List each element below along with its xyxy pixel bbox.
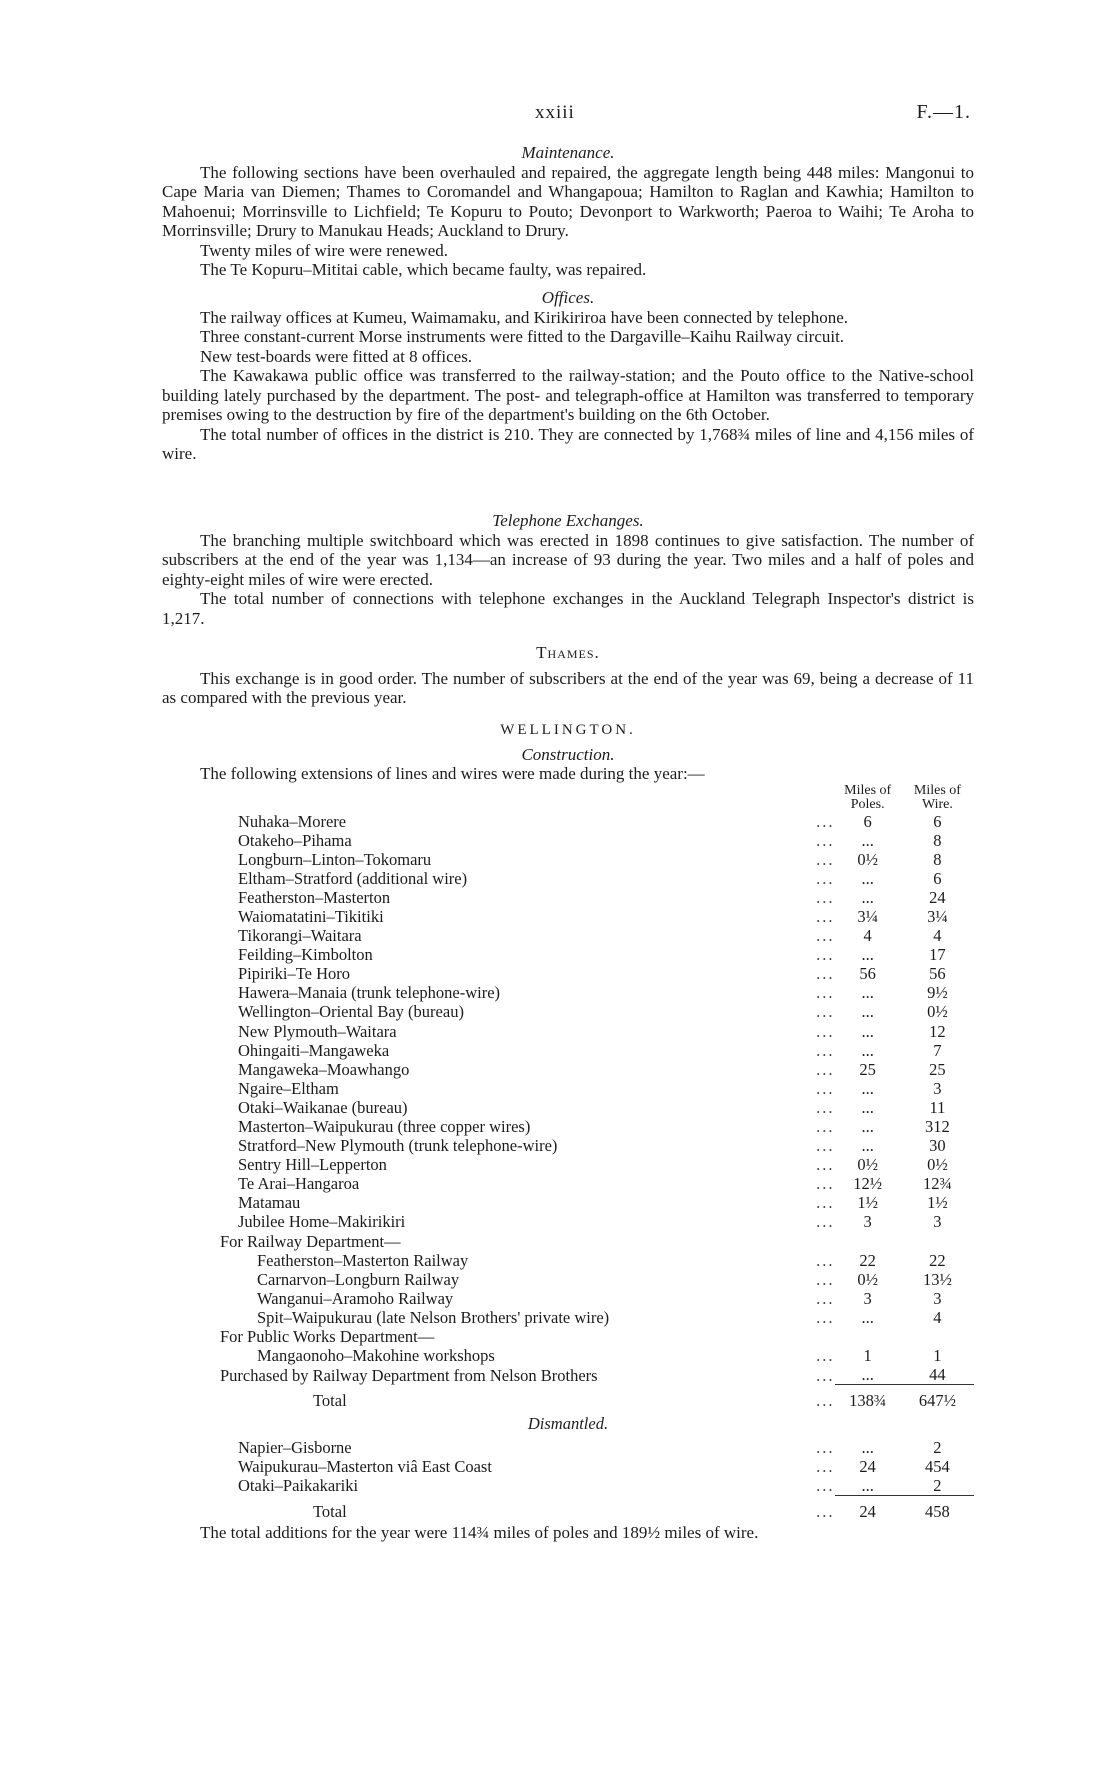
row-wire: 0½ [927, 1155, 948, 1175]
column-header-wire: Miles of Wire. [913, 782, 961, 812]
row-name: Spit–Waipukurau (late Nelson Brothers' private wire) [257, 1307, 610, 1327]
table-row [162, 1022, 974, 1041]
row-poles: ... [861, 1307, 874, 1327]
total-row [162, 1495, 974, 1521]
row-leader: ... [816, 830, 835, 850]
total-poles: 138¾ [835, 1385, 901, 1411]
table-row [162, 1098, 974, 1117]
row-poles: 6 [863, 811, 872, 831]
table-row [162, 1457, 974, 1476]
group-heading-row [162, 1327, 974, 1346]
row-name: Waiomatatini–Tikitiki [238, 906, 384, 926]
row-wire: 3 [933, 1212, 942, 1232]
row-name: Otakeho–Pihama [238, 830, 352, 850]
row-name: Otaki–Paikakariki [238, 1476, 359, 1496]
row-leader: ... [816, 983, 835, 1003]
row-wire: 9½ [927, 983, 948, 1003]
row-poles: ... [861, 1040, 874, 1060]
row-wire: 25 [929, 1059, 946, 1079]
row-wire: 11 [929, 1097, 946, 1117]
row-poles: 0½ [857, 849, 878, 869]
row-name: Mangaonoho–Makohine workshops [257, 1346, 495, 1366]
row-leader: ... [816, 926, 835, 946]
maintenance-section [162, 143, 974, 280]
closing-paragraph: The total additions for the year were 114¾ miles of poles and 189½ miles of wire. [200, 1522, 759, 1542]
row-poles: ... [861, 983, 874, 1003]
row-leader: ... [816, 964, 835, 984]
row-leader: ... [816, 1174, 835, 1194]
table-row [162, 1308, 974, 1327]
offices-section [162, 288, 974, 464]
row-wire: 8 [933, 849, 942, 869]
row-leader: ... [816, 1501, 835, 1521]
row-name: Mangaweka–Moawhango [238, 1059, 410, 1079]
table-row [162, 945, 974, 964]
public-works-group [162, 1327, 974, 1346]
table-row [162, 964, 974, 983]
row-wire: 7 [933, 1040, 942, 1060]
row-name: Waipukurau–Masterton viâ East Coast [238, 1456, 492, 1476]
telephone-exchanges-section [162, 511, 974, 628]
row-name: New Plymouth–Waitara [238, 1021, 397, 1041]
table-row [162, 831, 974, 850]
total-label: Total [313, 1391, 347, 1411]
construction-heading: Construction. [521, 744, 615, 764]
table-row [162, 1438, 974, 1457]
total-row [162, 1385, 974, 1411]
table-row [162, 1365, 974, 1385]
column-header-poles: Miles of Poles. [844, 782, 892, 812]
row-poles: 0½ [857, 1269, 878, 1289]
row-leader: ... [816, 1212, 835, 1232]
row-leader: ... [816, 849, 835, 869]
table-header-row [162, 784, 974, 812]
dismantled-rows [162, 1438, 974, 1496]
row-poles: ... [861, 1365, 874, 1385]
row-leader: ... [816, 1437, 835, 1457]
maintenance-paragraph: The Te Kopuru–Mititai cable, which became faulty, was repaired. [200, 260, 647, 279]
row-name: Wellington–Oriental Bay (bureau) [238, 1002, 464, 1022]
row-wire: 12¾ [922, 1174, 952, 1194]
row-leader: ... [816, 1021, 835, 1041]
thames-heading: Thames. [536, 643, 600, 662]
offices-paragraph: New test-boards were fitted at 8 offices. [200, 346, 473, 366]
row-name: Tikorangi–Waitara [238, 926, 362, 946]
row-poles: 25 [859, 1059, 876, 1079]
row-poles: 4 [863, 926, 872, 946]
row-wire: 1 [933, 1346, 942, 1366]
table-row [162, 983, 974, 1002]
thames-section [162, 643, 974, 708]
row-wire: 22 [929, 1250, 946, 1270]
row-name: Ngaire–Eltham [238, 1078, 339, 1098]
row-leader: ... [816, 1193, 835, 1213]
row-poles: 56 [859, 964, 876, 984]
telephone-exchanges-heading: Telephone Exchanges. [492, 511, 644, 530]
table-row [162, 1251, 974, 1270]
row-wire: 12 [929, 1021, 946, 1041]
row-poles: 3 [863, 1212, 872, 1232]
offices-paragraph: Three constant-current Morse instruments were fitted to the Dargaville–Kaihu Railway circuit. [200, 327, 845, 346]
table-row [162, 1136, 974, 1155]
page-header [0, 103, 1114, 127]
dismantled-total-group [162, 1495, 974, 1521]
row-leader: ... [816, 1002, 835, 1022]
row-poles: ... [861, 868, 874, 888]
row-wire: 2 [933, 1437, 942, 1457]
page-number: xxiii [535, 102, 575, 123]
row-poles: ... [861, 1117, 874, 1136]
row-poles: ... [861, 1437, 874, 1457]
row-wire: 2 [933, 1475, 942, 1495]
wellington-section [162, 721, 974, 1542]
row-name: Featherston–Masterton Railway [257, 1250, 469, 1270]
table-row [162, 888, 974, 907]
row-poles: ... [861, 1136, 874, 1156]
row-leader: ... [816, 1307, 835, 1327]
row-poles: 24 [859, 1456, 876, 1476]
railway-heading: For Railway Department— [220, 1231, 401, 1251]
row-poles: ... [861, 1078, 874, 1098]
offices-heading: Offices. [541, 288, 595, 307]
row-wire: 8 [933, 830, 942, 850]
total-wire: 647½ [901, 1385, 974, 1411]
row-leader: ... [816, 1250, 835, 1270]
row-name: Stratford–New Plymouth (trunk telephone-wire) [238, 1136, 558, 1156]
row-wire: 13½ [922, 1269, 952, 1289]
row-name: Wanganui–Aramoho Railway [257, 1288, 454, 1308]
table-row [162, 1270, 974, 1289]
row-poles: 3¼ [857, 906, 878, 926]
row-poles: ... [861, 830, 874, 850]
row-poles: 12½ [853, 1174, 883, 1194]
row-leader: ... [816, 1040, 835, 1060]
row-wire: 3 [933, 1078, 942, 1098]
row-poles: ... [861, 887, 874, 907]
row-leader: ... [816, 1346, 835, 1366]
offices-paragraph: The railway offices at Kumeu, Waimamaku, and Kirikiriroa have been connected by telephone. [200, 307, 849, 327]
row-wire: 1½ [927, 1193, 948, 1213]
row-poles: ... [861, 1021, 874, 1041]
table-row [162, 850, 974, 869]
row-wire: 3 [933, 1288, 942, 1308]
maintenance-heading: Maintenance. [521, 143, 615, 162]
row-wire: 17 [929, 945, 946, 965]
group-heading-row [162, 1232, 974, 1251]
row-wire: 312 [925, 1117, 950, 1136]
table-row [162, 1117, 974, 1136]
telephone-exchanges-paragraph: The total number of connections with telephone exchanges in the Auckland Telegraph Inspector's district is 1,217. [162, 589, 974, 628]
row-wire: 30 [929, 1136, 946, 1156]
row-name: Purchased by Railway Department from Nelson Brothers [220, 1365, 598, 1385]
row-wire: 6 [933, 811, 942, 831]
row-name: Longburn–Linton–Tokomaru [238, 849, 432, 869]
row-leader: ... [816, 906, 835, 926]
maintenance-paragraph: The following sections have been overhauled and repaired, the aggregate length being 448 miles: Mangonui to Cape Maria van Diemen; Thames to Coromandel and Whangapoua; Hamilton to Raglan and Kawhia; Hamilton to Mahoenui; Morrinsville to Lichfield; Te Kopuru to Pouto; Devonport to Warkworth; Paeroa to Waihi; Te Aroha to Morrinsville; Drury to Manukau Heads; Auckland to Drury. [162, 162, 974, 240]
row-wire: 0½ [927, 1002, 948, 1022]
row-name: Te Arai–Hangaroa [238, 1174, 360, 1194]
table-row [162, 1155, 974, 1174]
row-name: Matamau [238, 1193, 301, 1213]
row-leader: ... [816, 868, 835, 888]
table-row [162, 812, 974, 831]
row-name: Nuhaka–Morere [238, 811, 347, 831]
table-row [162, 907, 974, 926]
table-row [162, 1476, 974, 1496]
row-wire: 3¼ [927, 906, 948, 926]
offices-paragraph: The total number of offices in the district is 210. They are connected by 1,768¾ miles of line and 4,156 miles of wire. [162, 424, 974, 463]
row-name: Sentry Hill–Lepperton [238, 1155, 387, 1175]
table-row [162, 1002, 974, 1021]
row-poles: ... [861, 1475, 874, 1495]
row-wire: 24 [929, 887, 946, 907]
row-leader: ... [816, 887, 835, 907]
row-leader: ... [816, 1288, 835, 1308]
public-works-rows [162, 1346, 974, 1365]
row-leader: ... [816, 1078, 835, 1098]
row-wire: 454 [925, 1456, 950, 1476]
total-label: Total [313, 1501, 347, 1521]
row-name: Jubilee Home–Makirikiri [238, 1212, 406, 1232]
row-name: Feilding–Kimbolton [238, 945, 373, 965]
row-name: Carnarvon–Longburn Railway [257, 1269, 460, 1289]
table-row [162, 1346, 974, 1365]
row-leader: ... [816, 1097, 835, 1117]
extensions-table [162, 784, 974, 1521]
purchased-group [162, 1365, 974, 1437]
table-row [162, 1193, 974, 1212]
table-row [162, 926, 974, 945]
row-wire: 44 [929, 1365, 946, 1385]
table-row [162, 1060, 974, 1079]
row-wire: 4 [933, 926, 942, 946]
row-leader: ... [816, 1269, 835, 1289]
thames-paragraph: This exchange is in good order. The number of subscribers at the end of the year was 69, being a decrease of 11 as compared with the previous year. [162, 668, 974, 707]
row-poles: ... [861, 1002, 874, 1022]
row-wire: 6 [933, 868, 942, 888]
row-name: Masterton–Waipukurau (three copper wires) [238, 1117, 531, 1136]
total-wire: 458 [901, 1495, 974, 1521]
dismantled-heading: Dismantled. [527, 1414, 609, 1434]
table-row [162, 1212, 974, 1231]
row-leader: ... [816, 1365, 835, 1385]
table-row [162, 1289, 974, 1308]
dismantled-heading-row [162, 1410, 974, 1437]
row-wire: 56 [929, 964, 946, 984]
table-row [162, 869, 974, 888]
row-leader: ... [816, 1391, 835, 1411]
row-poles: 0½ [857, 1155, 878, 1175]
row-name: Ohingaiti–Mangaweka [238, 1040, 390, 1060]
row-poles: ... [861, 1097, 874, 1117]
row-leader: ... [816, 945, 835, 965]
total-poles: 24 [835, 1495, 901, 1521]
row-poles: 3 [863, 1288, 872, 1308]
row-name: Eltham–Stratford (additional wire) [238, 868, 468, 888]
row-leader: ... [816, 1059, 835, 1079]
offices-paragraph: The Kawakawa public office was transferred to the railway-station; and the Pouto office to the Native-school building lately purchased by the department. The post- and telegraph-office at Hamilton was transferred to temporary premises owing to the destruction by fire of the department's building on the 6th October. [162, 366, 974, 424]
row-leader: ... [816, 1155, 835, 1175]
row-name: Pipiriki–Te Horo [238, 964, 351, 984]
row-poles: 1½ [857, 1193, 878, 1213]
row-leader: ... [816, 811, 835, 831]
row-leader: ... [816, 1476, 835, 1496]
row-wire: 4 [933, 1307, 942, 1327]
public-works-heading: For Public Works Department— [220, 1327, 435, 1347]
row-name: Featherston–Masterton [238, 887, 391, 907]
extensions-rows [162, 812, 974, 1232]
table-row [162, 1079, 974, 1098]
maintenance-paragraph: Twenty miles of wire were renewed. [200, 240, 449, 260]
row-poles: 22 [859, 1250, 876, 1270]
row-name: Hawera–Manaia (trunk telephone-wire) [238, 983, 501, 1003]
wellington-heading: WELLINGTON. [500, 722, 636, 738]
table-row [162, 1041, 974, 1060]
railway-group [162, 1232, 974, 1251]
construction-intro: The following extensions of lines and wires were made during the year:— [200, 764, 705, 783]
railway-rows [162, 1251, 974, 1327]
table-row [162, 1174, 974, 1193]
row-name: Otaki–Waikanae (bureau) [238, 1097, 408, 1117]
row-leader: ... [816, 1117, 835, 1136]
row-poles: ... [861, 945, 874, 965]
row-leader: ... [816, 1456, 835, 1476]
row-poles: 1 [863, 1346, 872, 1366]
telephone-exchanges-paragraph: The branching multiple switchboard which was erected in 1898 continues to give satisfaction. The number of subscribers at the end of the year was 1,134—an increase of 93 during the year. Two miles and a half of poles and eighty-eight miles of wire were erected. [162, 530, 974, 589]
row-leader: ... [816, 1136, 835, 1156]
row-name: Napier–Gisborne [238, 1437, 352, 1457]
document-reference: F.—1. [916, 101, 971, 123]
